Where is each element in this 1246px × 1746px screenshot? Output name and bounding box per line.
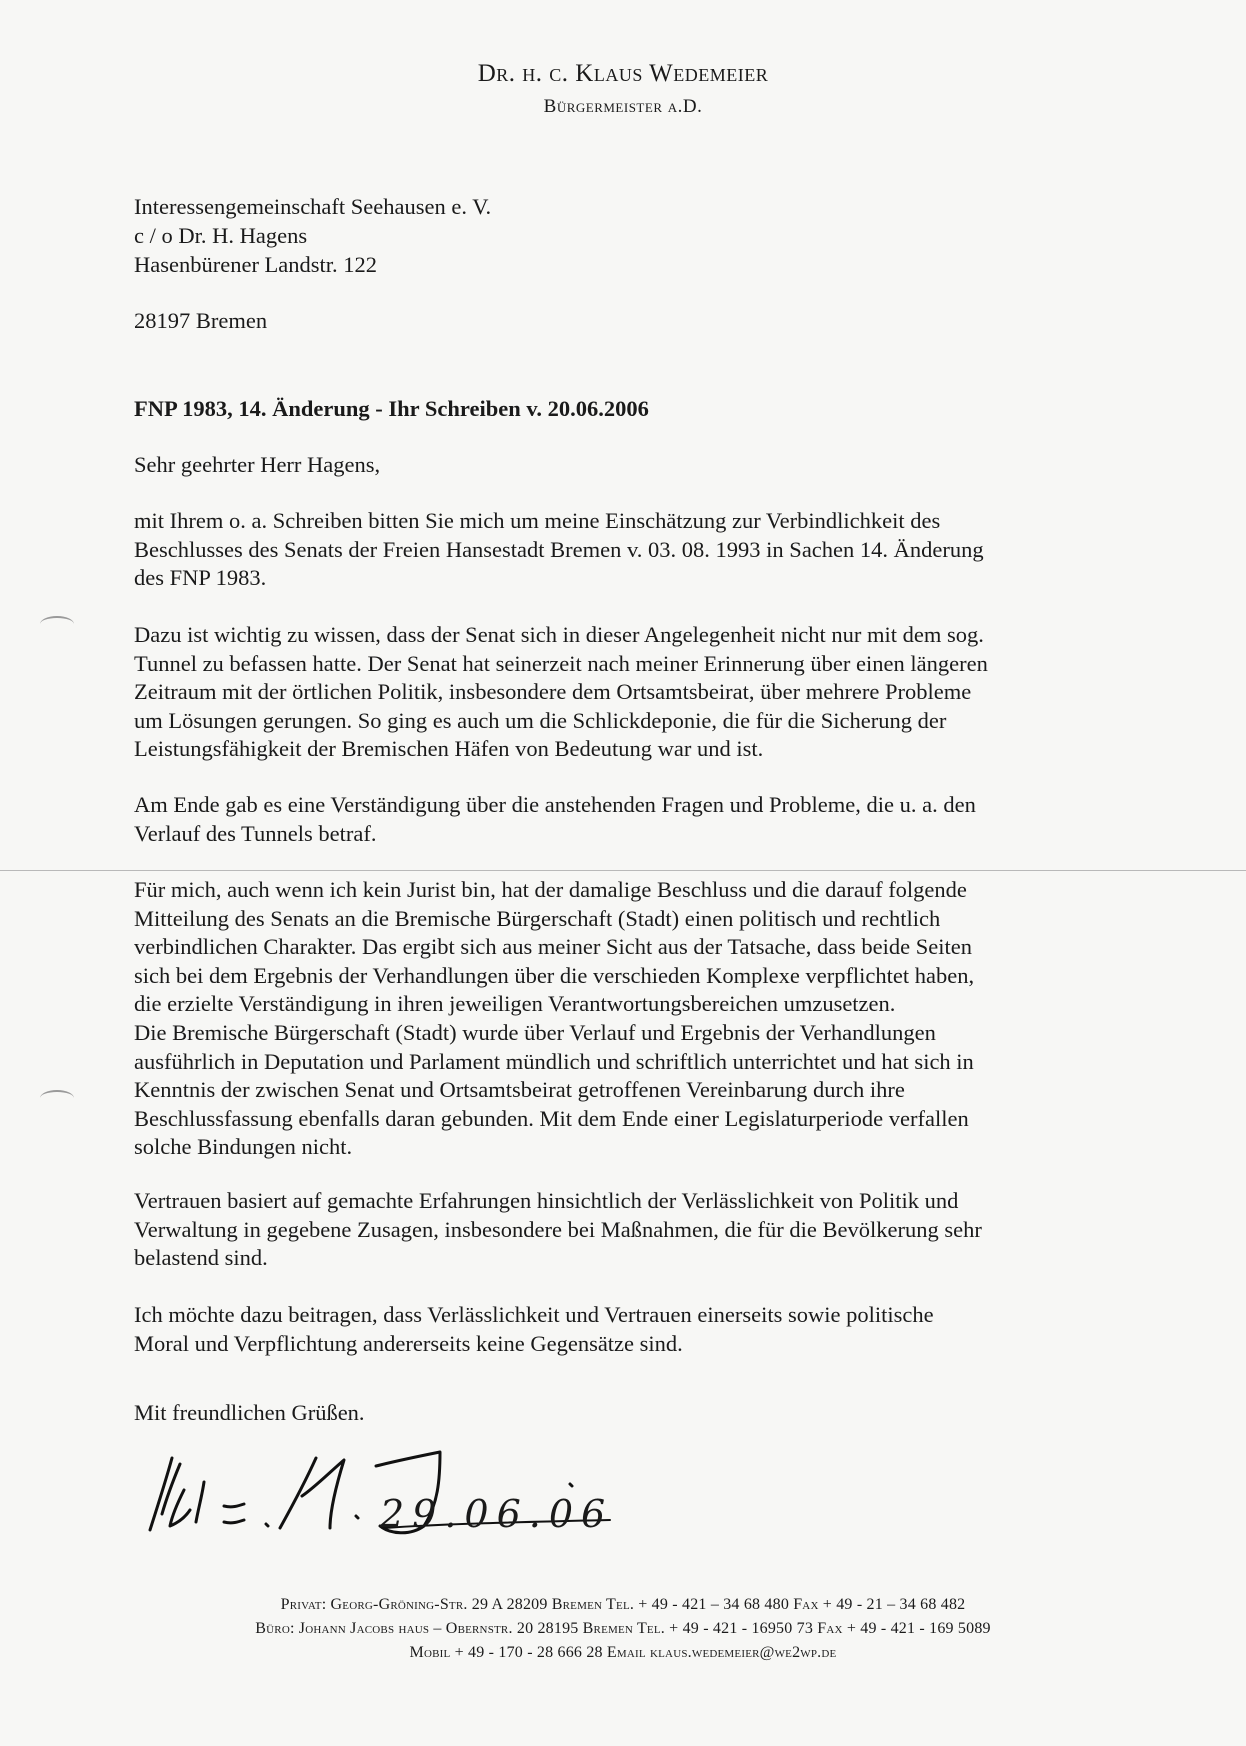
paragraph-line: Verlauf des Tunnels betraf. (134, 820, 377, 846)
punch-hole-mark (40, 1090, 74, 1106)
recipient-care-of: c / o Dr. H. Hagens (134, 223, 308, 248)
paragraph-4 (134, 876, 1124, 1162)
paragraph-line: Die Bremische Bürgerschaft (Stadt) wurde über Verlauf und Ergebnis der Verhandlungen (134, 1019, 936, 1045)
paragraph-5 (134, 1187, 1124, 1273)
paragraph-line: solche Bindungen nicht. (134, 1134, 353, 1160)
paragraph-line: um Lösungen gerungen. So ging es auch um die Schlickdeponie, die für die Sicherung der (134, 707, 947, 733)
paragraph-line: Beschlusses des Senats der Freien Hansestadt Bremen v. 03. 08. 1993 in Sachen 14. Änderung (134, 536, 984, 562)
paragraph-2 (134, 621, 1124, 764)
paragraph-line: des FNP 1983. (134, 565, 267, 591)
recipient-city: 28197 Bremen (134, 308, 268, 333)
footer-private-address: Privat: Georg-Gröning-Str. 29 A 28209 Bremen Tel. + 49 - 421 – 34 68 480 Fax + 49 - 21 – 34 68 482 (280, 1596, 966, 1613)
paragraph-line: belastend sind. (134, 1245, 268, 1271)
paragraph-line: Am Ende gab es eine Verständigung über die anstehenden Fragen und Probleme, die u. a. den (134, 792, 976, 817)
recipient-organization: Interessengemeinschaft Seehausen e. V. (134, 194, 492, 219)
paragraph-3 (134, 791, 1124, 848)
paragraph-line: Moral und Verpflichtung andererseits keine Gegensätze sind. (134, 1330, 683, 1356)
paragraph-line: Zeitraum mit der örtlichen Politik, insbesondere dem Ortsamtsbeirat, über mehrere Probleme (134, 679, 972, 705)
paragraph-line: Für mich, auch wenn ich kein Jurist bin, hat der damalige Beschluss und die darauf folgende (134, 877, 967, 902)
letterhead-role: Bürgermeister a.D. (543, 96, 703, 117)
footer-contact: Mobil + 49 - 170 - 28 666 28 Email klaus.wedemeier@we2wp.de (409, 1644, 837, 1661)
closing: Mit freundlichen Grüßen. (134, 1400, 365, 1425)
paragraph-line: Vertrauen basiert auf gemachte Erfahrungen hinsichtlich der Verlässlichkeit von Politik und (134, 1188, 959, 1213)
paragraph-line: Dazu ist wichtig zu wissen, dass der Senat sich in dieser Angelegenheit nicht nur mit dem sog. (134, 622, 984, 647)
footer-office-address: Büro: Johann Jacobs haus – Obernstr. 20 28195 Bremen Tel. + 49 - 421 - 16950 73 Fax + 49 - 421 - 169 5089 (255, 1620, 991, 1637)
salutation: Sehr geehrter Herr Hagens, (134, 452, 381, 477)
paragraph-line: Verwaltung in gegebene Zusagen, insbesondere bei Maßnahmen, die für die Bevölkerung sehr (134, 1216, 982, 1242)
paragraph-6 (134, 1301, 1124, 1358)
paragraph-line: Beschlussfassung ebenfalls daran gebunden. Mit dem Ende einer Legislaturperiode verfallen (134, 1105, 969, 1131)
subject-line: FNP 1983, 14. Änderung - Ihr Schreiben v. 20.06.2006 (134, 396, 649, 421)
paragraph-line: ausführlich in Deputation und Parlament mündlich und schriftlich unterrichtet und hat sich in (134, 1048, 974, 1074)
scan-fold-line (0, 870, 1246, 871)
paragraph-line: die erzielte Verständigung in ihren jeweiligen Verantwortungsbereichen umzusetzen. (134, 991, 896, 1017)
punch-hole-mark (40, 616, 74, 632)
paragraph-line: mit Ihrem o. a. Schreiben bitten Sie mich um meine Einschätzung zur Verbindlichkeit des (134, 508, 941, 533)
recipient-street: Hasenbürener Landstr. 122 (134, 252, 378, 277)
letterhead-name: Dr. h. c. Klaus Wedemeier (477, 60, 769, 87)
signature-date: 29.06.06 (380, 1492, 614, 1536)
paragraph-line: Leistungsfähigkeit der Bremischen Häfen von Bedeutung war und ist. (134, 736, 764, 762)
paragraph-line: verbindlichen Charakter. Das ergibt sich aus meiner Sicht aus der Tatsache, dass beide Seiten (134, 934, 972, 960)
paragraph-line: Ich möchte dazu beitragen, dass Verlässlichkeit und Vertrauen einerseits sowie politische (134, 1302, 934, 1327)
paragraph-line: Kenntnis der zwischen Senat und Ortsamtsbeirat getroffenen Vereinbarung durch ihre (134, 1077, 905, 1103)
paragraph-line: Mitteilung des Senats an die Bremische Bürgerschaft (Stadt) einen politisch und rechtlich (134, 905, 941, 931)
paragraph-line: sich bei dem Ergebnis der Verhandlungen über die verschieden Komplexe verpflichtet haben, (134, 962, 975, 988)
paragraph-line: Tunnel zu befassen hatte. Der Senat hat seinerzeit nach meiner Erinnerung über einen längeren (134, 650, 988, 676)
paragraph-1 (134, 507, 1124, 593)
